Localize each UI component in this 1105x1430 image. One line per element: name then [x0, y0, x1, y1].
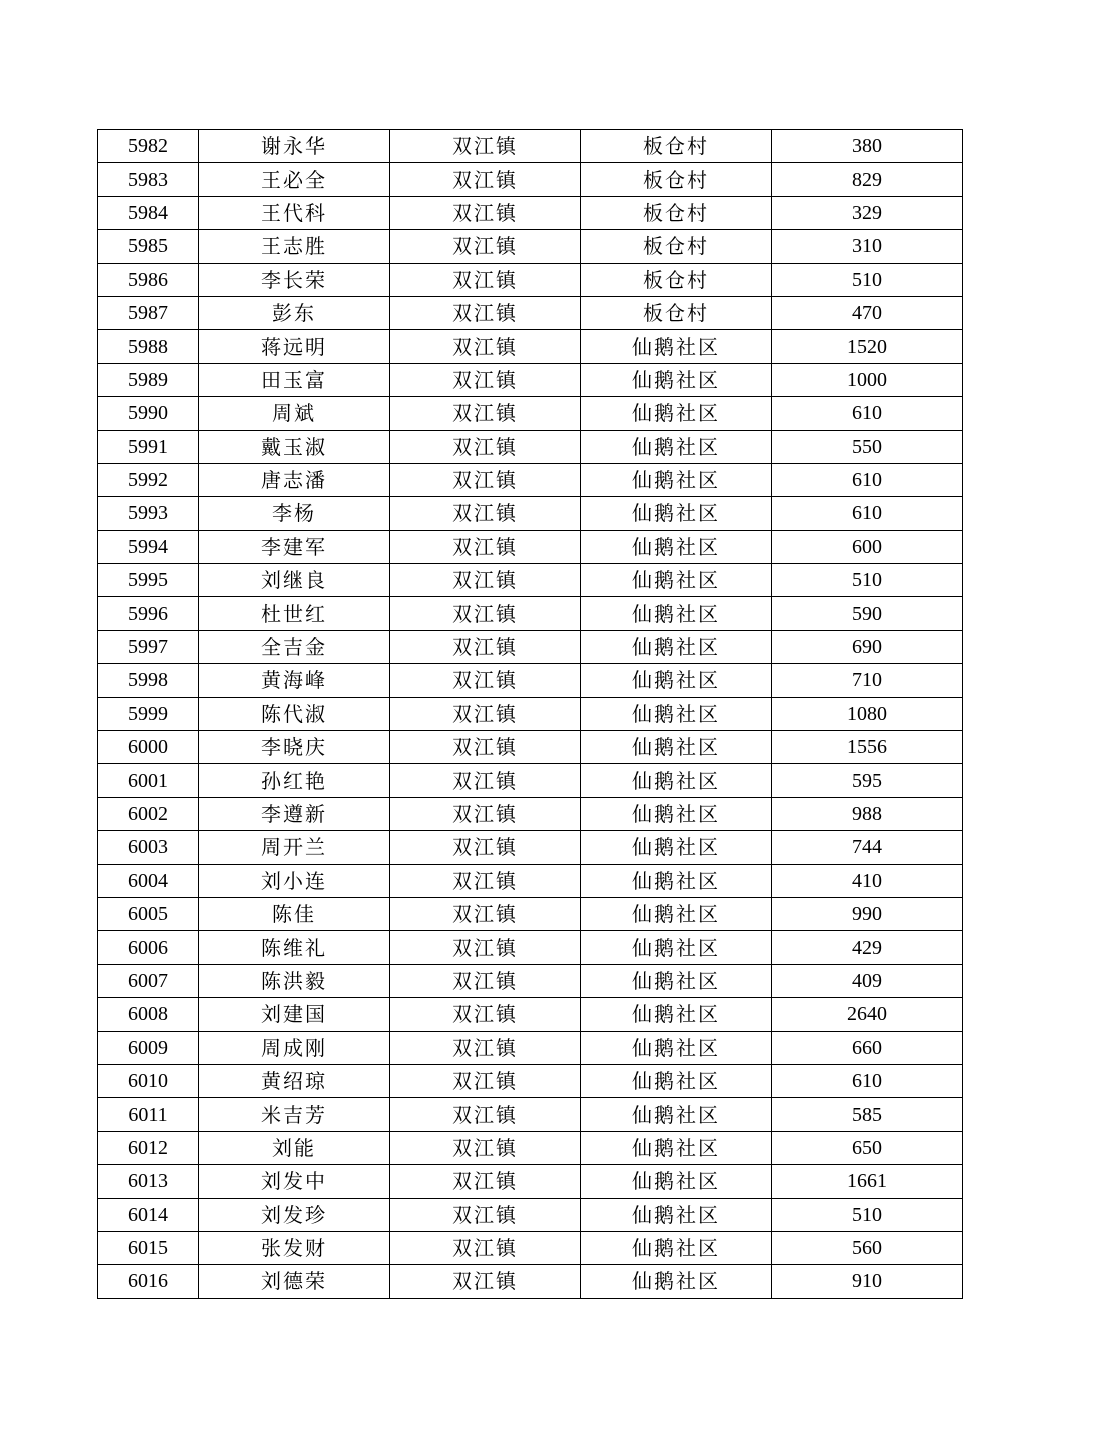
name-cell: 周开兰 [199, 831, 390, 864]
village-cell: 仙鹅社区 [581, 998, 772, 1031]
village-cell: 仙鹅社区 [581, 430, 772, 463]
town-cell: 双江镇 [390, 697, 581, 730]
table-row [98, 564, 963, 597]
town-cell: 双江镇 [390, 597, 581, 630]
amount-cell: 1520 [772, 330, 963, 363]
town-cell: 双江镇 [390, 831, 581, 864]
town-cell: 双江镇 [390, 897, 581, 930]
town-cell: 双江镇 [390, 330, 581, 363]
name-cell: 刘建国 [199, 998, 390, 1031]
table-row [98, 463, 963, 496]
name-cell: 杜世红 [199, 597, 390, 630]
village-cell: 仙鹅社区 [581, 931, 772, 964]
row-number-cell: 6015 [98, 1231, 199, 1264]
row-number-cell: 5999 [98, 697, 199, 730]
table-row [98, 931, 963, 964]
name-cell: 陈维礼 [199, 931, 390, 964]
village-cell: 仙鹅社区 [581, 1265, 772, 1298]
village-cell: 板仓村 [581, 130, 772, 163]
row-number-cell: 5983 [98, 163, 199, 196]
name-cell: 黄绍琼 [199, 1064, 390, 1097]
table-row [98, 831, 963, 864]
village-cell: 仙鹅社区 [581, 1198, 772, 1231]
town-cell: 双江镇 [390, 764, 581, 797]
amount-cell: 510 [772, 1198, 963, 1231]
table-row [98, 664, 963, 697]
row-number-cell: 5991 [98, 430, 199, 463]
village-cell: 仙鹅社区 [581, 630, 772, 663]
amount-cell: 410 [772, 864, 963, 897]
village-cell: 仙鹅社区 [581, 1231, 772, 1264]
town-cell: 双江镇 [390, 1131, 581, 1164]
table-row [98, 363, 963, 396]
town-cell: 双江镇 [390, 130, 581, 163]
amount-cell: 710 [772, 664, 963, 697]
village-cell: 板仓村 [581, 263, 772, 296]
village-cell: 板仓村 [581, 296, 772, 329]
amount-cell: 660 [772, 1031, 963, 1064]
name-cell: 陈代淑 [199, 697, 390, 730]
table-row [98, 731, 963, 764]
roster-table-body [98, 130, 963, 1299]
town-cell: 双江镇 [390, 196, 581, 229]
table-row [98, 130, 963, 163]
amount-cell: 910 [772, 1265, 963, 1298]
row-number-cell: 5996 [98, 597, 199, 630]
village-cell: 仙鹅社区 [581, 363, 772, 396]
table-row [98, 1131, 963, 1164]
table-row [98, 530, 963, 563]
name-cell: 王代科 [199, 196, 390, 229]
row-number-cell: 5984 [98, 196, 199, 229]
town-cell: 双江镇 [390, 430, 581, 463]
name-cell: 蒋远明 [199, 330, 390, 363]
row-number-cell: 6010 [98, 1064, 199, 1097]
row-number-cell: 6011 [98, 1098, 199, 1131]
town-cell: 双江镇 [390, 1064, 581, 1097]
town-cell: 双江镇 [390, 1198, 581, 1231]
name-cell: 李晓庆 [199, 731, 390, 764]
amount-cell: 610 [772, 497, 963, 530]
name-cell: 陈佳 [199, 897, 390, 930]
row-number-cell: 5987 [98, 296, 199, 329]
town-cell: 双江镇 [390, 1098, 581, 1131]
village-cell: 板仓村 [581, 196, 772, 229]
village-cell: 仙鹅社区 [581, 664, 772, 697]
table-row [98, 1031, 963, 1064]
town-cell: 双江镇 [390, 263, 581, 296]
village-cell: 仙鹅社区 [581, 831, 772, 864]
row-number-cell: 6009 [98, 1031, 199, 1064]
row-number-cell: 5985 [98, 230, 199, 263]
amount-cell: 510 [772, 564, 963, 597]
row-number-cell: 5982 [98, 130, 199, 163]
row-number-cell: 6005 [98, 897, 199, 930]
row-number-cell: 5995 [98, 564, 199, 597]
town-cell: 双江镇 [390, 731, 581, 764]
village-cell: 仙鹅社区 [581, 1031, 772, 1064]
row-number-cell: 5989 [98, 363, 199, 396]
name-cell: 李遵新 [199, 797, 390, 830]
town-cell: 双江镇 [390, 463, 581, 496]
amount-cell: 650 [772, 1131, 963, 1164]
name-cell: 王必全 [199, 163, 390, 196]
village-cell: 仙鹅社区 [581, 731, 772, 764]
row-number-cell: 6008 [98, 998, 199, 1031]
village-cell: 仙鹅社区 [581, 1098, 772, 1131]
amount-cell: 744 [772, 831, 963, 864]
village-cell: 仙鹅社区 [581, 797, 772, 830]
town-cell: 双江镇 [390, 363, 581, 396]
town-cell: 双江镇 [390, 1165, 581, 1198]
name-cell: 李建军 [199, 530, 390, 563]
table-row [98, 630, 963, 663]
name-cell: 刘发珍 [199, 1198, 390, 1231]
name-cell: 刘发中 [199, 1165, 390, 1198]
table-row [98, 998, 963, 1031]
table-row [98, 330, 963, 363]
table-row [98, 764, 963, 797]
name-cell: 刘德荣 [199, 1265, 390, 1298]
amount-cell: 829 [772, 163, 963, 196]
row-number-cell: 5988 [98, 330, 199, 363]
village-cell: 仙鹅社区 [581, 964, 772, 997]
name-cell: 戴玉淑 [199, 430, 390, 463]
village-cell: 仙鹅社区 [581, 597, 772, 630]
table-row [98, 263, 963, 296]
amount-cell: 585 [772, 1098, 963, 1131]
town-cell: 双江镇 [390, 931, 581, 964]
table-row [98, 397, 963, 430]
amount-cell: 1000 [772, 363, 963, 396]
table-row [98, 1064, 963, 1097]
name-cell: 黄海峰 [199, 664, 390, 697]
amount-cell: 990 [772, 897, 963, 930]
row-number-cell: 6004 [98, 864, 199, 897]
village-cell: 仙鹅社区 [581, 463, 772, 496]
amount-cell: 470 [772, 296, 963, 329]
town-cell: 双江镇 [390, 630, 581, 663]
name-cell: 陈洪毅 [199, 964, 390, 997]
name-cell: 刘继良 [199, 564, 390, 597]
table-row [98, 196, 963, 229]
table-row [98, 497, 963, 530]
village-cell: 仙鹅社区 [581, 764, 772, 797]
town-cell: 双江镇 [390, 163, 581, 196]
table-row [98, 230, 963, 263]
table-row [98, 697, 963, 730]
village-cell: 板仓村 [581, 163, 772, 196]
village-cell: 仙鹅社区 [581, 530, 772, 563]
name-cell: 王志胜 [199, 230, 390, 263]
table-row [98, 1231, 963, 1264]
town-cell: 双江镇 [390, 296, 581, 329]
town-cell: 双江镇 [390, 1265, 581, 1298]
row-number-cell: 5994 [98, 530, 199, 563]
town-cell: 双江镇 [390, 864, 581, 897]
row-number-cell: 6012 [98, 1131, 199, 1164]
table-row [98, 797, 963, 830]
name-cell: 周成刚 [199, 1031, 390, 1064]
town-cell: 双江镇 [390, 964, 581, 997]
amount-cell: 380 [772, 130, 963, 163]
amount-cell: 310 [772, 230, 963, 263]
amount-cell: 429 [772, 931, 963, 964]
name-cell: 周斌 [199, 397, 390, 430]
village-cell: 仙鹅社区 [581, 697, 772, 730]
town-cell: 双江镇 [390, 998, 581, 1031]
village-cell: 仙鹅社区 [581, 397, 772, 430]
amount-cell: 988 [772, 797, 963, 830]
amount-cell: 1556 [772, 731, 963, 764]
table-row [98, 430, 963, 463]
village-cell: 仙鹅社区 [581, 1165, 772, 1198]
amount-cell: 329 [772, 196, 963, 229]
name-cell: 李长荣 [199, 263, 390, 296]
row-number-cell: 6007 [98, 964, 199, 997]
table-row [98, 163, 963, 196]
village-cell: 仙鹅社区 [581, 1064, 772, 1097]
amount-cell: 1080 [772, 697, 963, 730]
town-cell: 双江镇 [390, 230, 581, 263]
row-number-cell: 6000 [98, 731, 199, 764]
name-cell: 田玉富 [199, 363, 390, 396]
village-cell: 仙鹅社区 [581, 497, 772, 530]
name-cell: 唐志潘 [199, 463, 390, 496]
village-cell: 仙鹅社区 [581, 1131, 772, 1164]
name-cell: 刘小连 [199, 864, 390, 897]
amount-cell: 1661 [772, 1165, 963, 1198]
town-cell: 双江镇 [390, 1231, 581, 1264]
row-number-cell: 6016 [98, 1265, 199, 1298]
amount-cell: 590 [772, 597, 963, 630]
table-row [98, 864, 963, 897]
row-number-cell: 6014 [98, 1198, 199, 1231]
roster-table [97, 129, 963, 1299]
row-number-cell: 6013 [98, 1165, 199, 1198]
village-cell: 仙鹅社区 [581, 330, 772, 363]
row-number-cell: 5993 [98, 497, 199, 530]
amount-cell: 610 [772, 397, 963, 430]
village-cell: 仙鹅社区 [581, 864, 772, 897]
row-number-cell: 5998 [98, 664, 199, 697]
amount-cell: 560 [772, 1231, 963, 1264]
row-number-cell: 5992 [98, 463, 199, 496]
name-cell: 全吉金 [199, 630, 390, 663]
amount-cell: 610 [772, 1064, 963, 1097]
village-cell: 仙鹅社区 [581, 564, 772, 597]
row-number-cell: 6006 [98, 931, 199, 964]
row-number-cell: 5990 [98, 397, 199, 430]
village-cell: 板仓村 [581, 230, 772, 263]
town-cell: 双江镇 [390, 664, 581, 697]
row-number-cell: 6003 [98, 831, 199, 864]
name-cell: 彭东 [199, 296, 390, 329]
table-row [98, 1165, 963, 1198]
amount-cell: 409 [772, 964, 963, 997]
name-cell: 孙红艳 [199, 764, 390, 797]
town-cell: 双江镇 [390, 530, 581, 563]
table-row [98, 897, 963, 930]
row-number-cell: 6001 [98, 764, 199, 797]
village-cell: 仙鹅社区 [581, 897, 772, 930]
amount-cell: 690 [772, 630, 963, 663]
town-cell: 双江镇 [390, 497, 581, 530]
table-row [98, 1265, 963, 1298]
table-row [98, 296, 963, 329]
town-cell: 双江镇 [390, 564, 581, 597]
name-cell: 张发财 [199, 1231, 390, 1264]
row-number-cell: 5997 [98, 630, 199, 663]
row-number-cell: 5986 [98, 263, 199, 296]
row-number-cell: 6002 [98, 797, 199, 830]
amount-cell: 2640 [772, 998, 963, 1031]
town-cell: 双江镇 [390, 1031, 581, 1064]
name-cell: 李杨 [199, 497, 390, 530]
table-row [98, 1198, 963, 1231]
amount-cell: 600 [772, 530, 963, 563]
amount-cell: 595 [772, 764, 963, 797]
table-row [98, 964, 963, 997]
amount-cell: 550 [772, 430, 963, 463]
name-cell: 米吉芳 [199, 1098, 390, 1131]
amount-cell: 610 [772, 463, 963, 496]
amount-cell: 510 [772, 263, 963, 296]
table-row [98, 1098, 963, 1131]
name-cell: 谢永华 [199, 130, 390, 163]
table-row [98, 597, 963, 630]
name-cell: 刘能 [199, 1131, 390, 1164]
town-cell: 双江镇 [390, 797, 581, 830]
town-cell: 双江镇 [390, 397, 581, 430]
